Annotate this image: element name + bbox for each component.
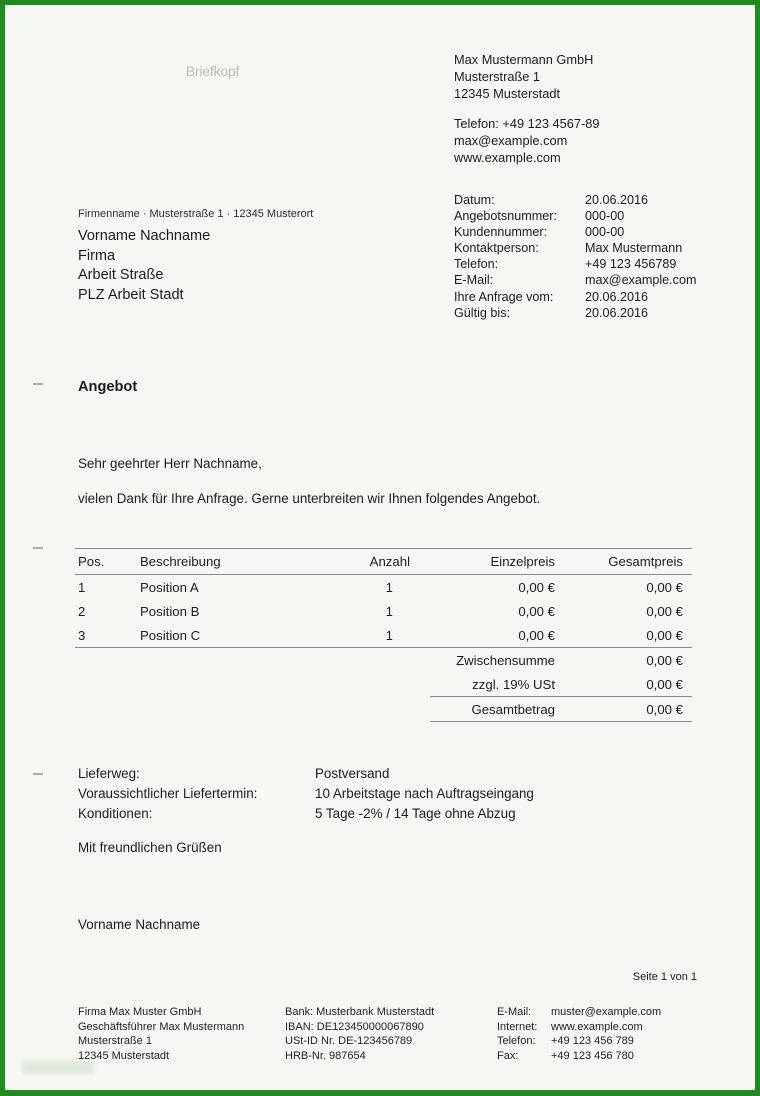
cell-quantity: 1	[385, 603, 393, 619]
letterhead-placeholder: Briefkopf	[186, 64, 240, 79]
recipient-company: Firma	[78, 247, 116, 264]
grand-total-label: Gesamtbetrag	[471, 701, 555, 717]
items-table	[75, 548, 692, 722]
meta-label-datum: Datum:	[454, 193, 495, 207]
return-address-line: Firmenname · Musterstraße 1 · 12345 Musterort	[78, 208, 314, 220]
cell-pos: 3	[78, 627, 86, 643]
sender-street: Musterstraße 1	[454, 69, 541, 84]
header-anzahl: Anzahl	[369, 554, 410, 569]
sender-block	[454, 51, 600, 166]
term-value-konditionen: 5 Tage -2% / 14 Tage ohne Abzug	[315, 806, 516, 821]
footer	[78, 1005, 661, 1064]
recipient-name: Vorname Nachname	[78, 228, 211, 244]
footer-company-name: Firma Max Muster GmbH	[78, 1006, 202, 1018]
sender-phone: Telefon: +49 123 4567-89	[454, 116, 600, 131]
footer-fax-value: +49 123 456 780	[551, 1050, 634, 1063]
sender-city: 12345 Musterstadt	[454, 86, 560, 101]
footer-telefon-row	[497, 1034, 661, 1049]
footer-city: 12345 Musterstadt	[78, 1050, 170, 1063]
meta-value-datum: 20.06.2016	[585, 193, 649, 207]
fold-mark-middle	[33, 547, 43, 549]
footer-fax-label: Fax:	[497, 1050, 519, 1063]
term-label-liefertermin: Voraussichtlicher Liefertermin:	[78, 786, 258, 801]
recipient-street: Arbeit Straße	[78, 267, 164, 283]
delivery-terms-block	[78, 764, 534, 824]
meta-label-anfrage-vom: Ihre Anfrage vom:	[454, 289, 554, 304]
cell-quantity: 1	[385, 579, 393, 595]
recipient-address-block	[78, 227, 210, 305]
meta-label-email: E-Mail:	[454, 273, 494, 288]
meta-value-telefon: +49 123 456789	[585, 257, 677, 272]
recipient-city: PLZ Arbeit Stadt	[78, 286, 184, 303]
cell-quantity: 1	[385, 627, 393, 643]
grand-total-value: 0,00 €	[646, 701, 683, 717]
footer-fax-row	[497, 1049, 661, 1064]
cell-pos: 1	[78, 579, 86, 595]
footer-contact-column	[497, 1005, 661, 1064]
meta-value-angebotsnummer: 000-00	[585, 209, 625, 224]
fold-mark-bottom	[33, 773, 43, 775]
meta-label-kundennummer: Kundennummer:	[454, 225, 548, 240]
meta-value-anfrage-vom: 20.06.2016	[585, 289, 649, 304]
page-indicator: Seite 1 von 1	[632, 971, 697, 983]
cell-description: Position B	[140, 603, 200, 619]
sender-company-name: Max Mustermann GmbH	[454, 52, 594, 67]
meta-value-email: max@example.com	[585, 273, 697, 288]
footer-bank-column	[285, 1005, 497, 1064]
vat-row	[75, 673, 692, 696]
table-row	[75, 623, 692, 647]
meta-label-telefon: Telefon:	[454, 257, 499, 272]
footer-email-label: E-Mail:	[497, 1006, 532, 1018]
cell-description: Position C	[140, 627, 201, 643]
subtotal-row	[75, 648, 692, 673]
vat-label: zzgl. 19% USt	[472, 677, 555, 692]
faint-watermark	[22, 1061, 94, 1074]
footer-internet-label: Internet:	[497, 1020, 538, 1033]
meta-label-gueltig-bis: Gültig bis:	[454, 305, 510, 320]
header-gesamtpreis: Gesamtpreis	[608, 554, 683, 569]
cell-total: 0,00 €	[646, 579, 683, 595]
footer-internet-row	[497, 1020, 661, 1035]
cell-description: Position A	[140, 579, 199, 595]
sender-email: max@example.com	[454, 133, 568, 148]
intro-text: vielen Dank für Ihre Anfrage. Gerne unterbreiten wir Ihnen folgendes Angebot.	[78, 491, 541, 506]
footer-street: Musterstraße 1	[78, 1035, 152, 1048]
sender-block-spacer	[454, 102, 600, 115]
items-table-header	[75, 548, 692, 575]
meta-value-gueltig-bis: 20.06.2016	[585, 305, 649, 320]
table-row	[75, 575, 692, 599]
term-value-liefertermin: 10 Arbeitstage nach Auftragseingang	[315, 786, 534, 801]
header-einzelpreis: Einzelpreis	[490, 554, 555, 569]
page-title: Angebot	[78, 379, 138, 395]
footer-email-value: muster@example.com	[551, 1006, 662, 1018]
closing-text: Mit freundlichen Grüßen	[78, 840, 222, 855]
sender-website: www.example.com	[454, 150, 561, 165]
term-label-lieferweg: Lieferweg:	[78, 766, 140, 781]
items-table-body	[75, 575, 692, 648]
footer-hrb: HRB-Nr. 987654	[285, 1050, 366, 1063]
cell-total: 0,00 €	[646, 603, 683, 619]
footer-managing-director: Geschäftsführer Max Mustermann	[78, 1020, 245, 1033]
meta-value-kontaktperson: Max Mustermann	[585, 241, 683, 256]
footer-iban: IBAN: DE123450000067890	[285, 1020, 424, 1033]
meta-label-angebotsnummer: Angebotsnummer:	[454, 209, 557, 224]
signature-name: Vorname Nachname	[78, 917, 201, 932]
cell-pos: 2	[78, 603, 86, 619]
header-pos: Pos.	[78, 554, 105, 569]
meta-label-kontaktperson: Kontaktperson:	[454, 241, 539, 256]
fold-mark-top	[33, 383, 43, 385]
subtotal-value: 0,00 €	[646, 653, 683, 668]
footer-internet-value: www.example.com	[551, 1020, 643, 1033]
footer-telefon-value: +49 123 456 789	[551, 1035, 634, 1048]
footer-bank: Bank: Musterbank Musterstadt	[285, 1006, 435, 1018]
term-label-konditionen: Konditionen:	[78, 806, 153, 821]
footer-email-row	[497, 1005, 661, 1020]
grand-total-row	[430, 696, 692, 722]
footer-ustid: USt-ID Nr. DE-123456789	[285, 1035, 413, 1048]
cell-unit-price: 0,00 €	[518, 627, 555, 643]
subtotal-label: Zwischensumme	[456, 653, 555, 668]
cell-unit-price: 0,00 €	[518, 579, 555, 595]
footer-company-column	[78, 1005, 285, 1064]
term-value-lieferweg: Postversand	[315, 766, 390, 781]
offer-meta-block	[454, 192, 696, 321]
cell-unit-price: 0,00 €	[518, 603, 555, 619]
salutation-text: Sehr geehrter Herr Nachname,	[78, 456, 262, 471]
meta-value-kundennummer: 000-00	[585, 225, 625, 240]
vat-value: 0,00 €	[646, 677, 683, 692]
footer-telefon-label: Telefon:	[497, 1035, 536, 1048]
cell-total: 0,00 €	[646, 627, 683, 643]
table-row	[75, 599, 692, 623]
header-beschreibung: Beschreibung	[140, 554, 221, 569]
